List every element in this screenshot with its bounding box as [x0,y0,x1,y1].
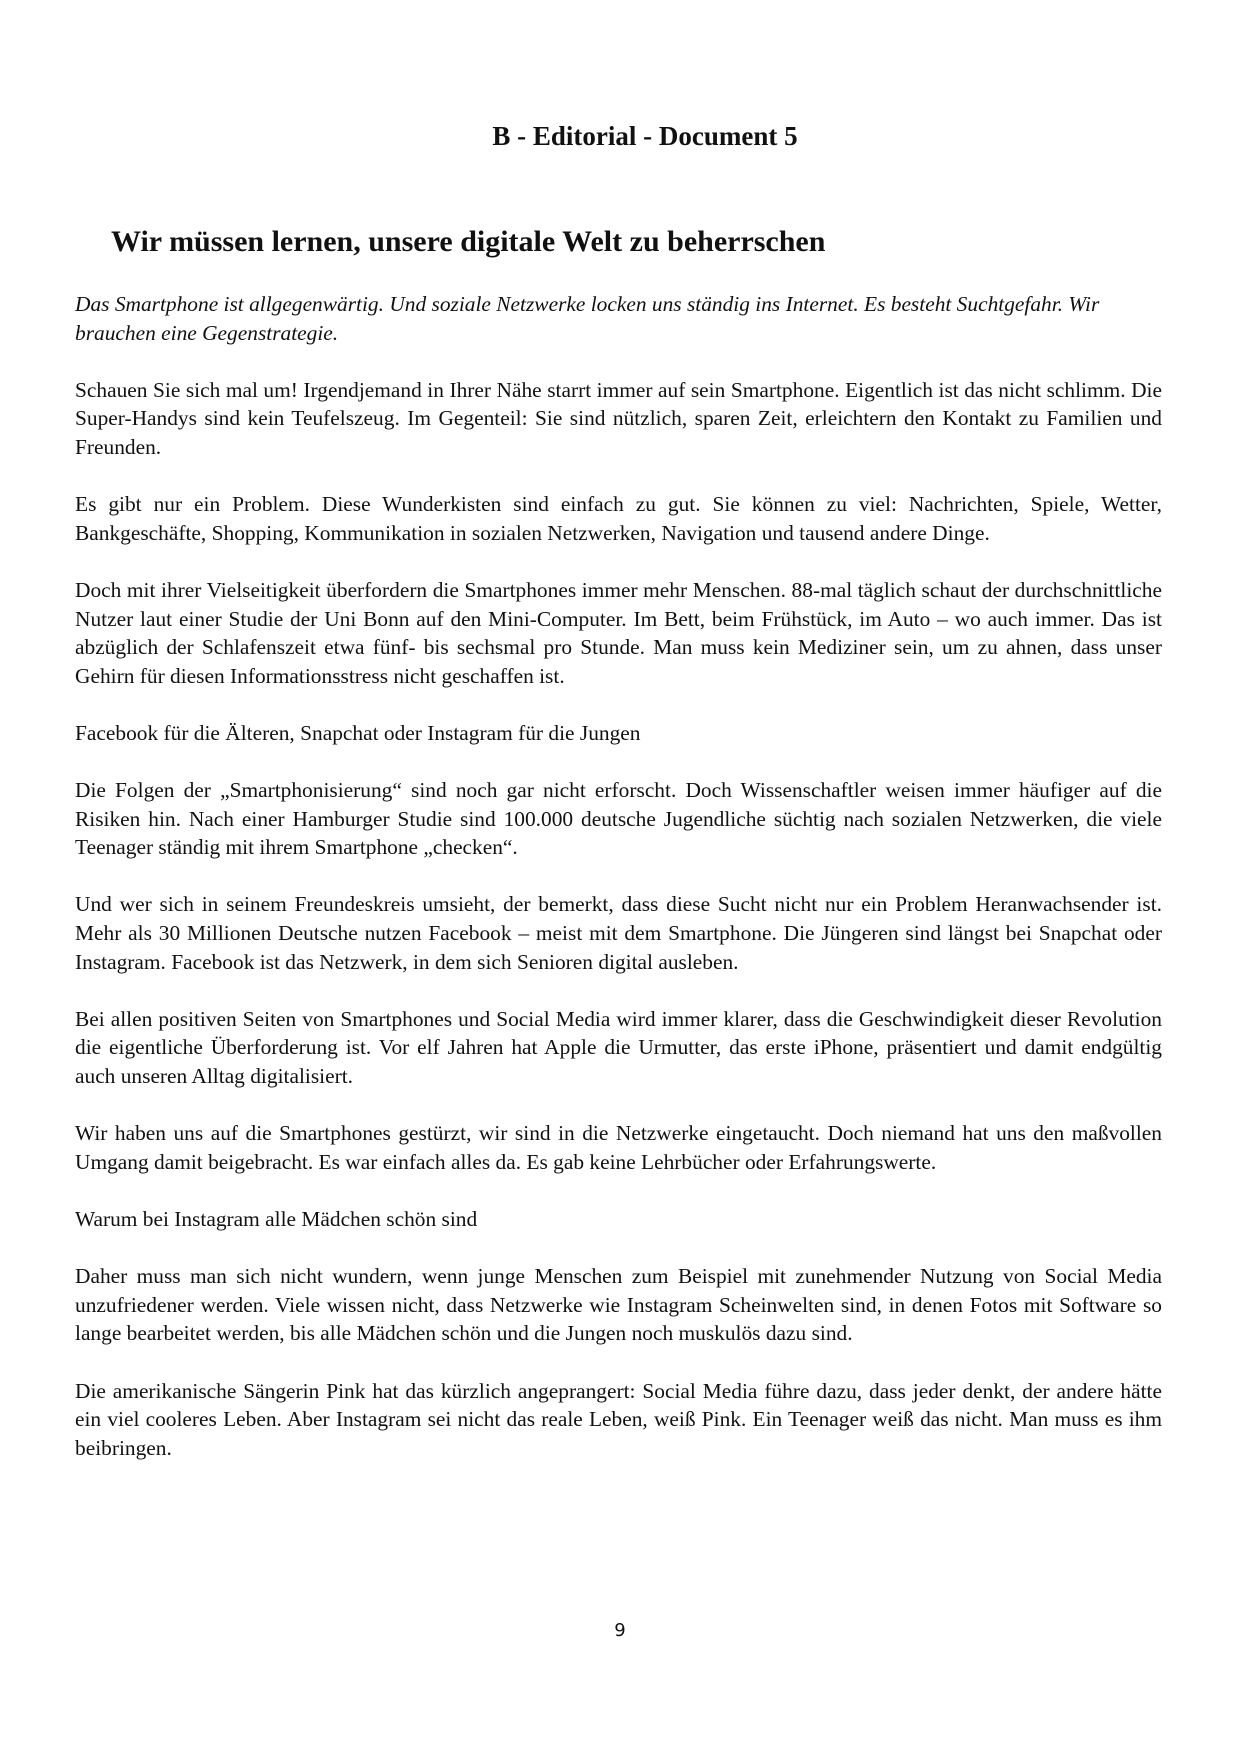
page-number: 9 [614,1620,626,1641]
article-lead: Das Smartphone ist allgegenwärtig. Und soziale Netzwerke locken uns ständig ins Internet. Es besteht Suchtgefahr. Wir brauchen eine Gegenstrategie. [75,292,1100,345]
paragraph: Schauen Sie sich mal um! Irgendjemand in Ihrer Nähe starrt immer auf sein Smartphone. Eigentlich ist das nicht schlimm. Die Super-Handys sind kein Teufelszeug. Im Gegenteil: Sie sind nützlich, sparen Zeit, erleichtern den Kontakt zu Familien und Freunden. [75,377,1162,459]
article-body [75,290,1162,1491]
paragraph: Doch mit ihrer Vielseitigkeit überfordern die Smartphones immer mehr Menschen. 88-mal täglich schaut der durchschnittliche Nutzer laut einer Studie der Uni Bonn auf den Mini-Computer. Im Bett, beim Frühstück, im Auto – wo auch immer. Das ist abzüglich der Schlafenszeit etwa fünf- bis sechsmal pro Stunde. Man muss kein Mediziner sein, um zu ahnen, dass unser Gehirn für diesen Informationsstress nicht geschaffen ist. [75,577,1162,688]
paragraph: Bei allen positiven Seiten von Smartphones und Social Media wird immer klarer, dass die Geschwindigkeit dieser Revolution die eigentliche Überforderung ist. Vor elf Jahren hat Apple die Urmutter, das erste iPhone, präsentiert und damit endgültig auch unseren Alltag digitalisiert. [75,1006,1162,1089]
paragraph: Und wer sich in seinem Freundeskreis umsieht, der bemerkt, dass diese Sucht nicht nur ein Problem Heranwachsender ist. Mehr als 30 Millionen Deutsche nutzen Facebook – meist mit dem Smartphone. Die Jüngeren sind längst bei Snapchat oder Instagram. Facebook ist das Netzwerk, in dem sich Senioren digital ausleben. [75,892,1162,974]
paragraph: Die amerikanische Sängerin Pink hat das kürzlich angeprangert: Social Media führe dazu, dass jeder denkt, der andere hätte ein viel cooleres Leben. Aber Instagram sei nicht das reale Leben, weiß Pink. Ein Teenager weiß das nicht. Man muss es ihm beibringen. [75,1378,1162,1460]
paragraph: Wir haben uns auf die Smartphones gestürzt, wir sind in die Netzwerke eingetaucht. Doch niemand hat uns den maßvollen Umgang damit beigebracht. Es war einfach alles da. Es gab keine Lehrbücher oder Erfahrungswerte. [75,1121,1162,1174]
section-subheading: Facebook für die Älteren, Snapchat oder Instagram für die Jungen [75,720,641,745]
paragraph: Daher muss man sich nicht wundern, wenn junge Menschen zum Beispiel mit zunehmender Nutzung von Social Media unzufriedener werden. Viele wissen nicht, dass Netzwerke wie Instagram Scheinwelten sind, in denen Fotos mit Software so lange bearbeitet werden, bis alle Mädchen schön und die Jungen noch muskulös dazu sind. [75,1264,1162,1346]
article-headline: Wir müssen lernen, unsere digitale Welt zu beherrschen [111,225,826,258]
paragraph: Die Folgen der „Smartphonisierung“ sind noch gar nicht erforscht. Doch Wissenschaftler weisen immer häufiger auf die Risiken hin. Nach einer Hamburger Studie sind 100.000 deutsche Jugendliche süchtig nach sozialen Netzwerken, die viele Teenager ständig mit ihrem Smartphone „checken“. [75,778,1162,860]
paragraph: Es gibt nur ein Problem. Diese Wunderkisten sind einfach zu gut. Sie können zu viel: Nachrichten, Spiele, Wetter, Bankgeschäfte, Shopping, Kommunikation in sozialen Netzwerken, Navigation und tausend andere Dinge. [75,492,1162,545]
section-subheading: Warum bei Instagram alle Mädchen schön sind [75,1207,478,1231]
document-label: B - Editorial - Document 5 [492,121,798,151]
